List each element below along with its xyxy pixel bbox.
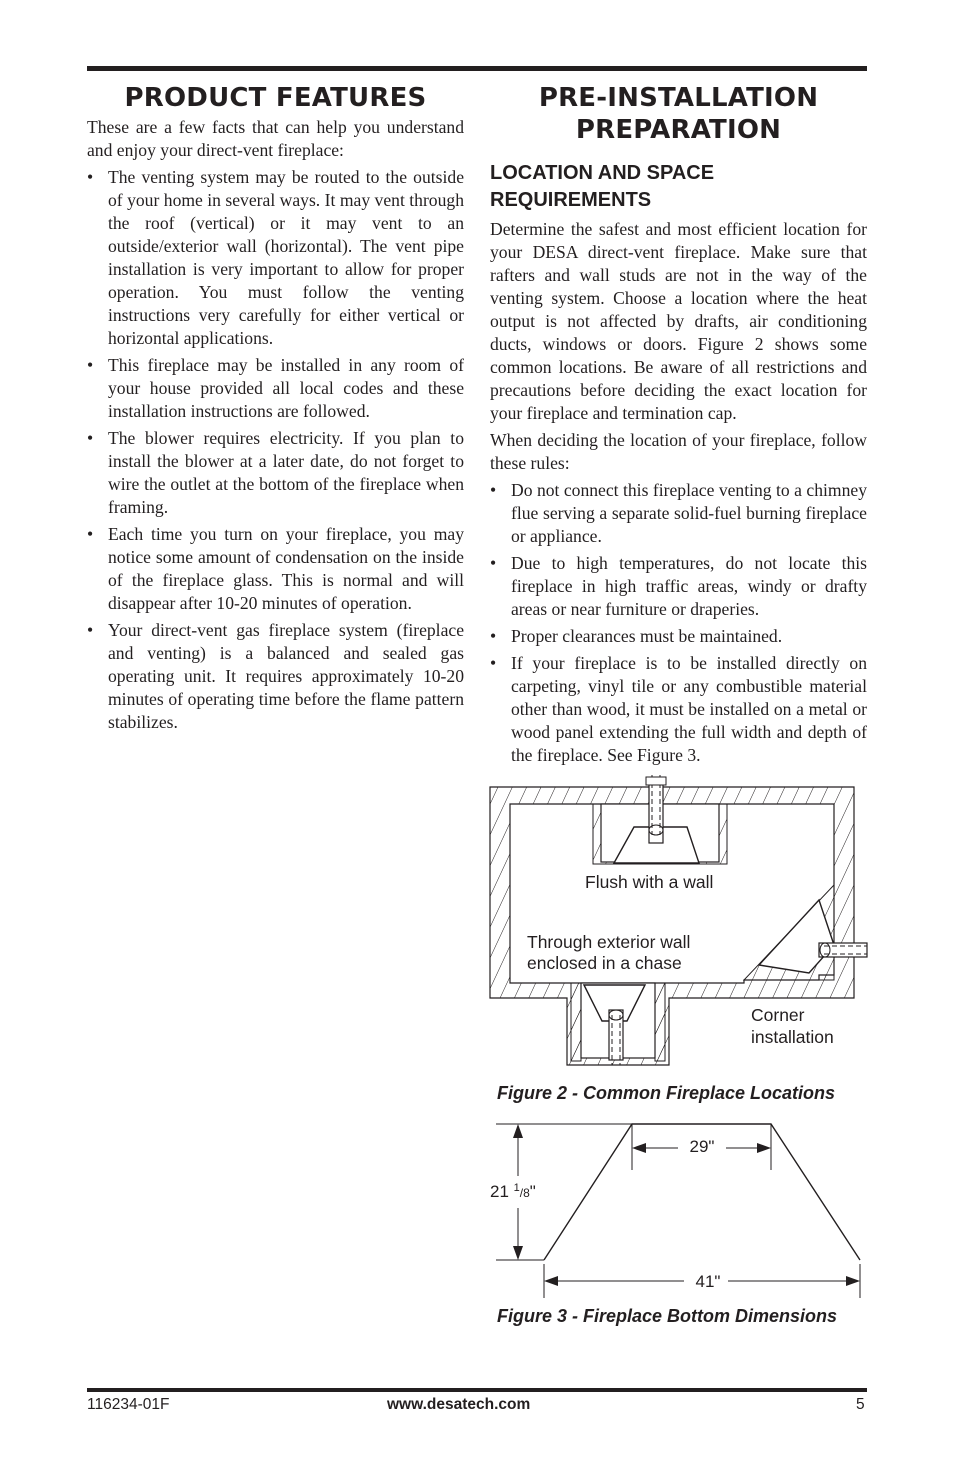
list-item-text: This fireplace may be installed in any room of your house provided all local codes and these installation instructions are followed. xyxy=(108,355,464,421)
label-chase-line1: Through exterior wall xyxy=(527,932,691,952)
bullet-glyph: • xyxy=(87,524,94,544)
label-flush: Flush with a wall xyxy=(585,872,714,892)
list-item xyxy=(87,523,464,615)
dim-top: 29" xyxy=(689,1137,715,1156)
bullet-glyph: • xyxy=(490,653,497,673)
location-rules-list xyxy=(490,479,867,767)
location-paragraph: Determine the safest and most efficient location for your DESA direct-vent fireplace. Make sure that rafters and wall studs are not in the way of the venting system. Choose a location where the heat output is not affected by drafts, air conditioning ducts, windows or doors. Figure 2 shows some common locations. Be aware of all restrictions and precautions before deciding the exact location for your fireplace and termination cap. xyxy=(490,219,867,423)
bullet-glyph: • xyxy=(490,626,497,646)
product-features-intro: These are a few facts that can help you understand and enjoy your direct-vent fireplace: xyxy=(87,117,464,160)
list-item xyxy=(87,427,464,519)
label-corner-line1: Corner xyxy=(751,1005,805,1025)
bullet-glyph: • xyxy=(490,553,497,573)
list-item-text: Do not connect this fireplace venting to a chimney flue serving a separate solid-fuel burning fireplace or appliance. xyxy=(511,480,867,546)
dim-bottom: 41" xyxy=(695,1272,721,1291)
list-item-text: Each time you turn on your fireplace, you may notice some amount of condensation on the inside of the fireplace glass. This is normal and will disappear after 10-20 minutes of operation. xyxy=(108,524,464,613)
list-item xyxy=(87,619,464,734)
product-features-section xyxy=(87,82,464,738)
list-item-text: If your fireplace is to be installed directly on carpeting, vinyl tile or any combustible material other than wood, it must be installed on a metal or wood panel extending the full width and depth of the fireplace. See Figure 3. xyxy=(511,653,867,765)
location-space-subheading: LOCATION AND SPACE REQUIREMENTS xyxy=(490,162,715,211)
list-item xyxy=(87,354,464,423)
list-item xyxy=(490,625,867,648)
list-item xyxy=(490,552,867,621)
top-rule xyxy=(87,66,867,71)
label-corner-line2: installation xyxy=(751,1027,834,1047)
bullet-glyph: • xyxy=(490,480,497,500)
footer-page-number: 5 xyxy=(856,1396,865,1413)
product-features-heading: PRODUCT FEATURES xyxy=(124,83,427,113)
pre-installation-section xyxy=(490,82,867,771)
figure-3-diagram xyxy=(486,1118,866,1298)
label-chase-line2: enclosed in a chase xyxy=(527,953,682,973)
list-item xyxy=(87,166,464,350)
figure-2-caption: Figure 2 - Common Fireplace Locations xyxy=(497,1083,836,1103)
product-features-list xyxy=(87,166,464,734)
bullet-glyph: • xyxy=(87,355,94,375)
bullet-glyph: • xyxy=(87,428,94,448)
list-item-text: The blower requires electricity. If you plan to install the blower at a later date, do not forget to wire the outlet at the bottom of the fireplace when framing. xyxy=(108,428,464,517)
rules-intro: When deciding the location of your fireplace, follow these rules: xyxy=(490,430,867,473)
bullet-glyph: • xyxy=(87,167,94,187)
list-item-text: Proper clearances must be maintained. xyxy=(511,626,783,646)
bottom-rule xyxy=(87,1388,867,1392)
footer-website-link[interactable]: www.desatech.com xyxy=(387,1396,531,1413)
figure-2-diagram xyxy=(489,775,869,1070)
list-item-text: The venting system may be routed to the outside of your home in several ways. It may vent through the roof (vertical) or it may vent to an outside/exterior wall (horizontal). The vent pipe installation is very important to allow for proper operation. You must follow the venting instructions very carefully for either vertical or horizontal applications. xyxy=(108,167,464,348)
bullet-glyph: • xyxy=(87,620,94,640)
footer-doc-number: 116234-01F xyxy=(87,1396,170,1413)
pre-installation-heading: PRE-INSTALLATION PREPARATION xyxy=(538,83,819,145)
figure-3-caption: Figure 3 - Fireplace Bottom Dimensions xyxy=(497,1306,838,1326)
list-item-text: Due to high temperatures, do not locate this fireplace in high traffic areas, windy or drafty areas or near furniture or draperies. xyxy=(511,553,867,619)
list-item-text: Your direct-vent gas fireplace system (fireplace and venting) is a balanced and sealed gas operating unit. It requires approximately 10-20 minutes of operating time before the flame pattern stabilizes. xyxy=(108,620,464,732)
list-item xyxy=(490,479,867,548)
list-item xyxy=(490,652,867,767)
dim-height: 21 $^1_{/8}$" xyxy=(490,1182,536,1201)
